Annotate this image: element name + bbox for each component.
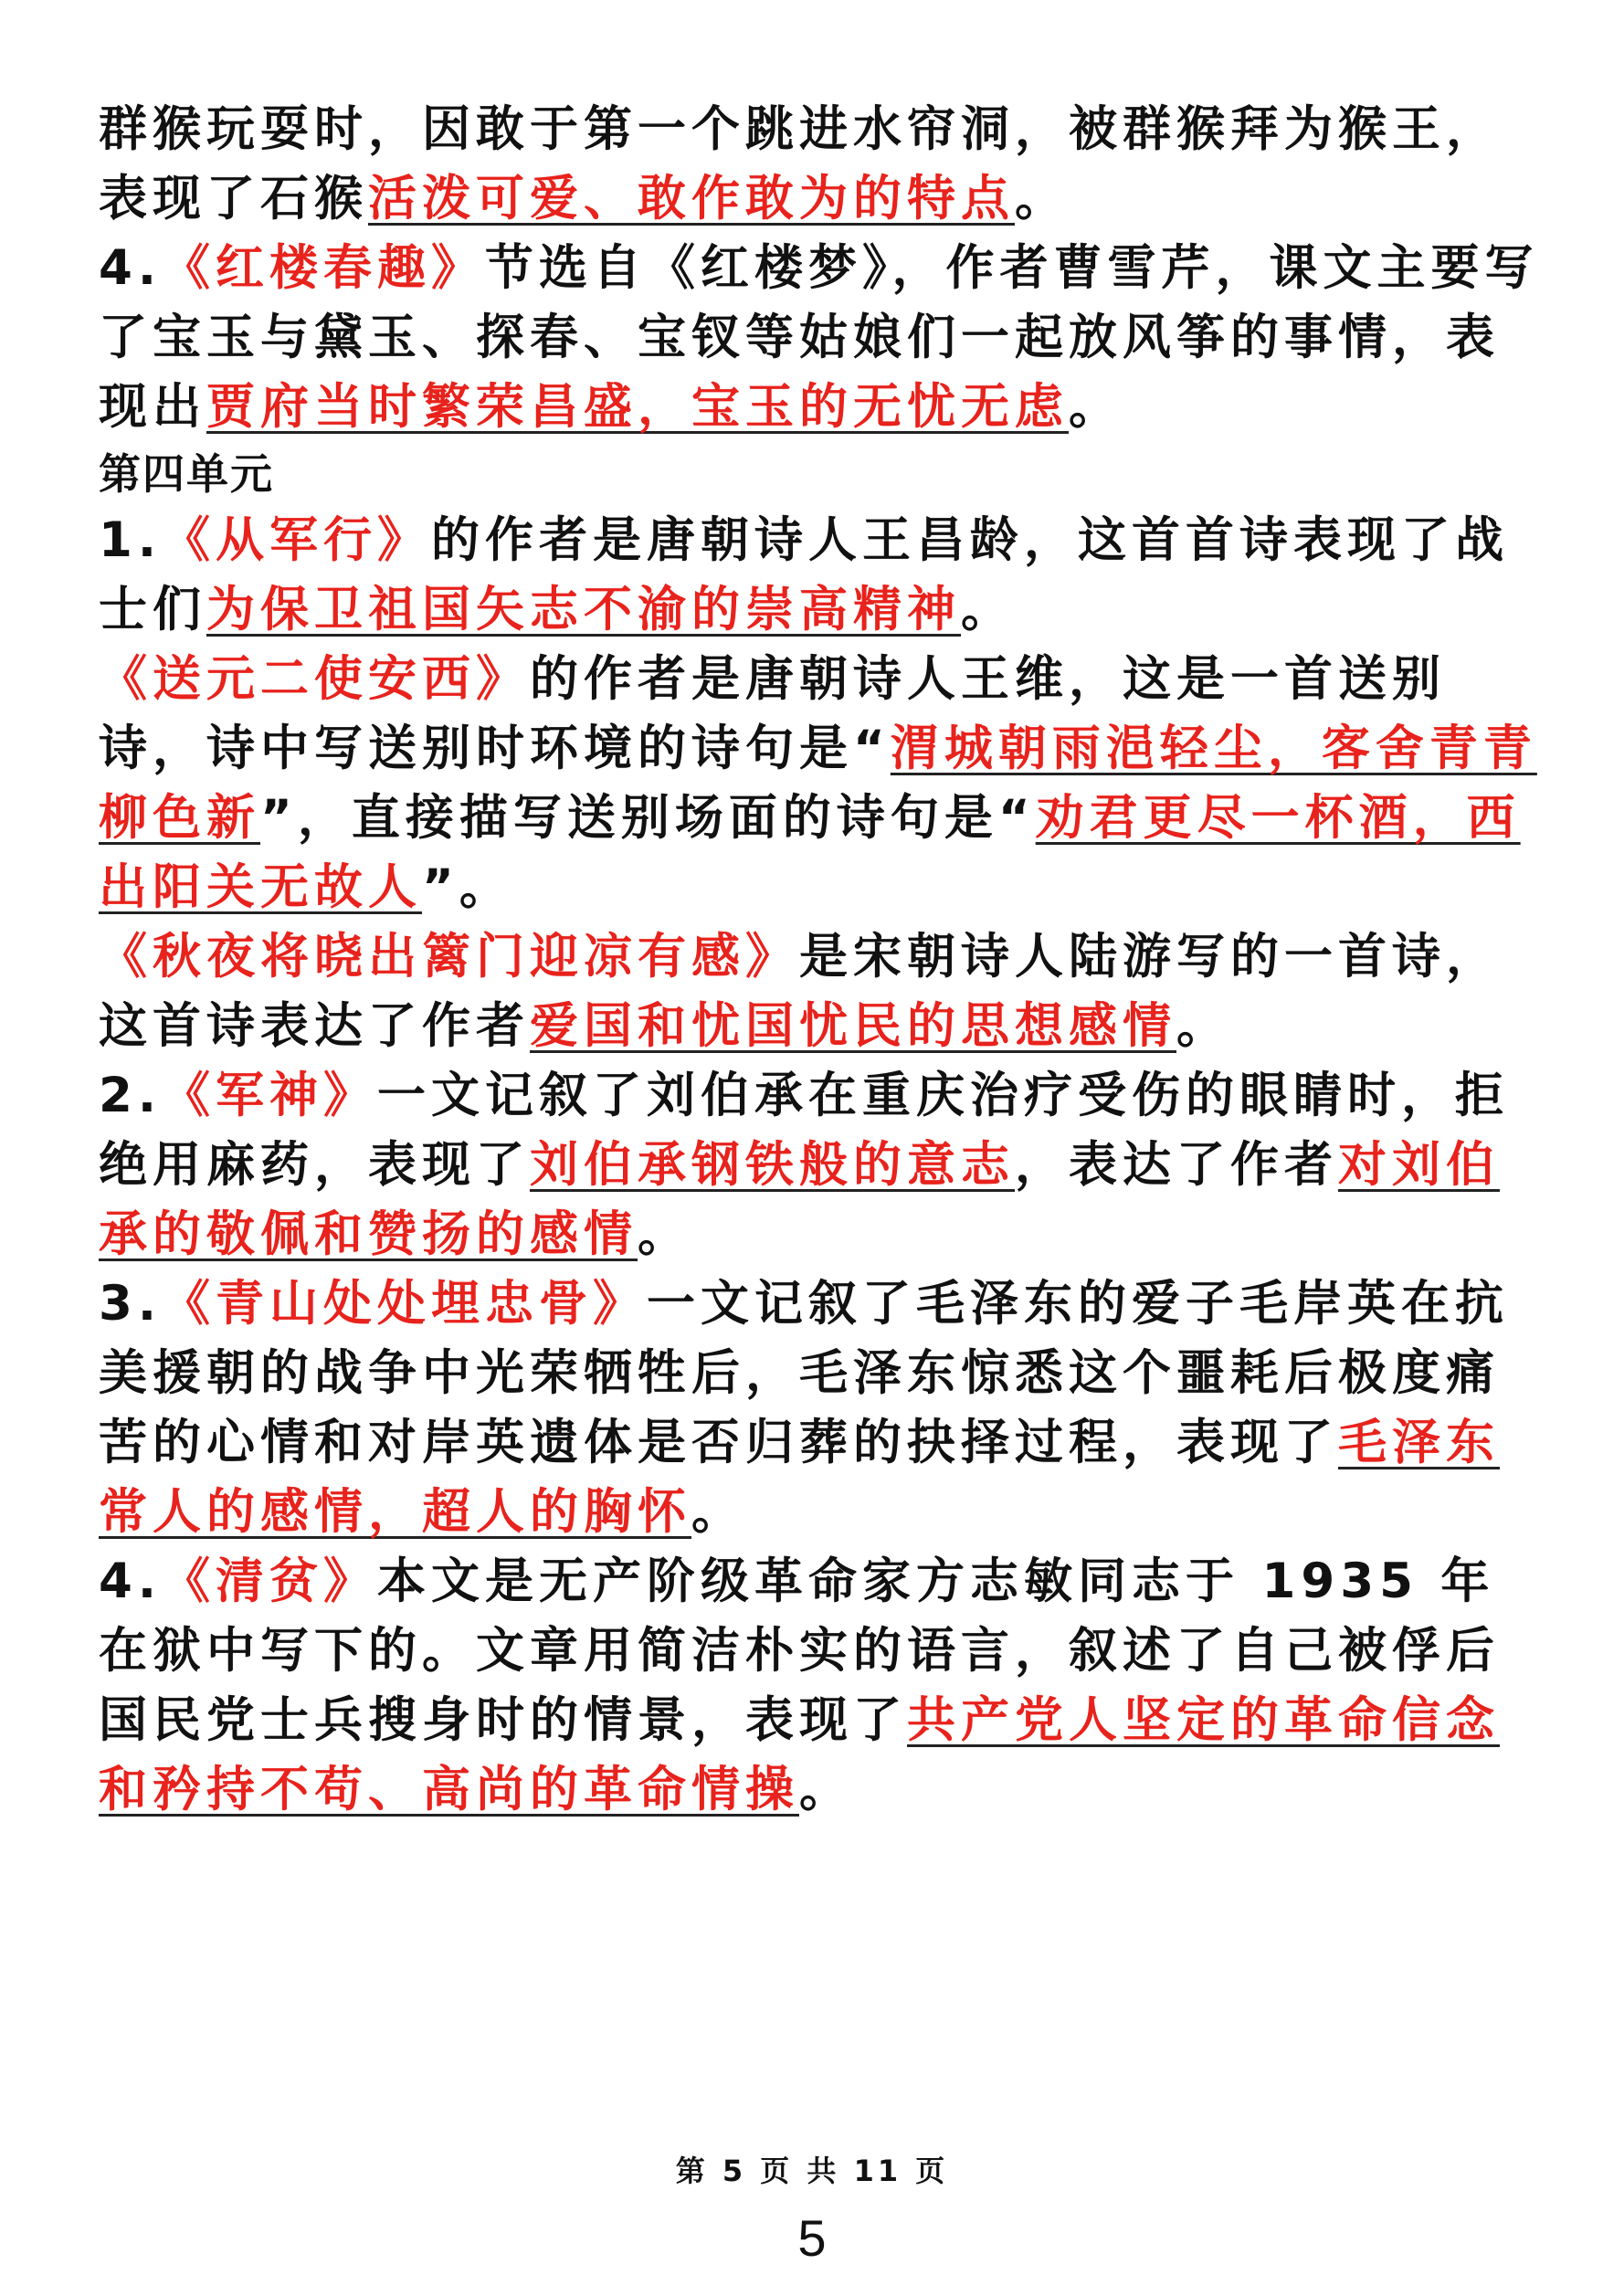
answer: 活泼可爱、敢作敢为的特点 [368,171,1015,226]
answer: 贾府当时繁荣昌盛，宝玉的无忧无虑 [206,379,1069,435]
text: 本文是无产阶级革命家方志敏同志于 1935 年在狱中写下的。文章用简洁朴实的语言，叙述了自己被俘后国民党士兵搜身时的情景，表现了 [99,1553,1500,1748]
paragraph-qingpin [99,1547,1546,1825]
text: 一文记叙了毛泽东的爱子毛岸英在抗美援朝的战争中光荣牺牲后，毛泽东惊悉这个噩耗后极度痛苦的心情和对岸英遗体是否归葬的抉择过程，表现了 [99,1276,1510,1470]
item-number: 4. [99,240,163,296]
answer: 为保卫祖国矢志不渝的崇高精神 [206,582,961,637]
item-number: 1. [99,512,163,568]
text: ”，直接描写送别场面的诗句是“ [260,790,1036,846]
answer: 共产党人坚定的革命信念和矜持不苟、高尚的革命情操 [99,1692,1500,1817]
answer: 渭城朝雨浥轻尘，客舍青青柳色新 [99,721,1537,846]
answer: 刘伯承钢铁般的意志 [530,1137,1015,1193]
answer: 爱国和忧国忧民的思想感情 [530,998,1176,1054]
text: 。 [961,582,1015,637]
text: 。 [638,1206,691,1262]
lesson-title: 《红楼春趣》 [162,240,486,296]
item-number: 3. [99,1276,163,1332]
text: 一文记叙了刘伯承在重庆治疗受伤的眼睛时，拒绝用麻药，表现了 [99,1068,1510,1193]
paragraph-monkey-king [99,95,1546,234]
text: 群猴玩耍时，因敢于第一个跳进水帘洞，被群猴拜为猴王，表现了石猴 [99,101,1500,226]
answer: 对刘伯承的敬佩和赞扬的感情 [99,1137,1500,1262]
paragraph-junshen [99,1061,1546,1269]
paragraph-songyuaner [99,645,1546,922]
text: 。 [799,1762,853,1817]
text: 是宋朝诗人陆游写的一首诗，这首诗表达了作者 [99,929,1500,1054]
text: 的作者是唐朝诗人王昌龄，这首首诗表现了战士们 [99,512,1510,637]
lesson-title: 《青山处处埋忠骨》 [162,1276,648,1332]
text: 。 [1069,379,1123,435]
page-footer: 第 5 页 共 11 页 [675,2154,949,2188]
answer: 毛泽东常人的感情，超人的胸怀 [99,1415,1500,1540]
text: 。 [1015,171,1069,226]
paragraph-hongloumeng [99,234,1546,442]
lesson-title: 《从军行》 [162,512,432,568]
text: ”。 [422,859,513,915]
lesson-title: 《秋夜将晓出篱门迎凉有感》 [99,929,799,985]
text: 。 [1176,998,1230,1054]
lesson-title: 《军神》 [162,1068,378,1123]
item-number: 2. [99,1068,163,1123]
paragraph-qingshan [99,1269,1546,1547]
page-number: 5 [797,2209,827,2267]
page-content [99,95,1546,1825]
answer: 劝君更尽一杯酒，西出阳关无故人 [99,790,1521,915]
item-number: 4. [99,1553,163,1609]
paragraph-congjunxing [99,506,1546,645]
unit-heading: 第四单元 [99,449,274,499]
text: 的作者是唐朝诗人王维，这是一首送别诗，诗中写送别时环境的诗句是“ [99,651,1446,776]
paragraph-qiuye [99,922,1546,1061]
text: 节选自《红楼梦》，作者曹雪芹，课文主要写了宝玉与黛玉、探春、宝钗等姑娘们一起放风筝的事情，表现出 [99,240,1539,435]
lesson-title: 《送元二使安西》 [99,651,530,707]
text: ，表达了作者 [1015,1137,1338,1193]
lesson-title: 《清贫》 [162,1553,378,1609]
text: 。 [691,1484,745,1540]
